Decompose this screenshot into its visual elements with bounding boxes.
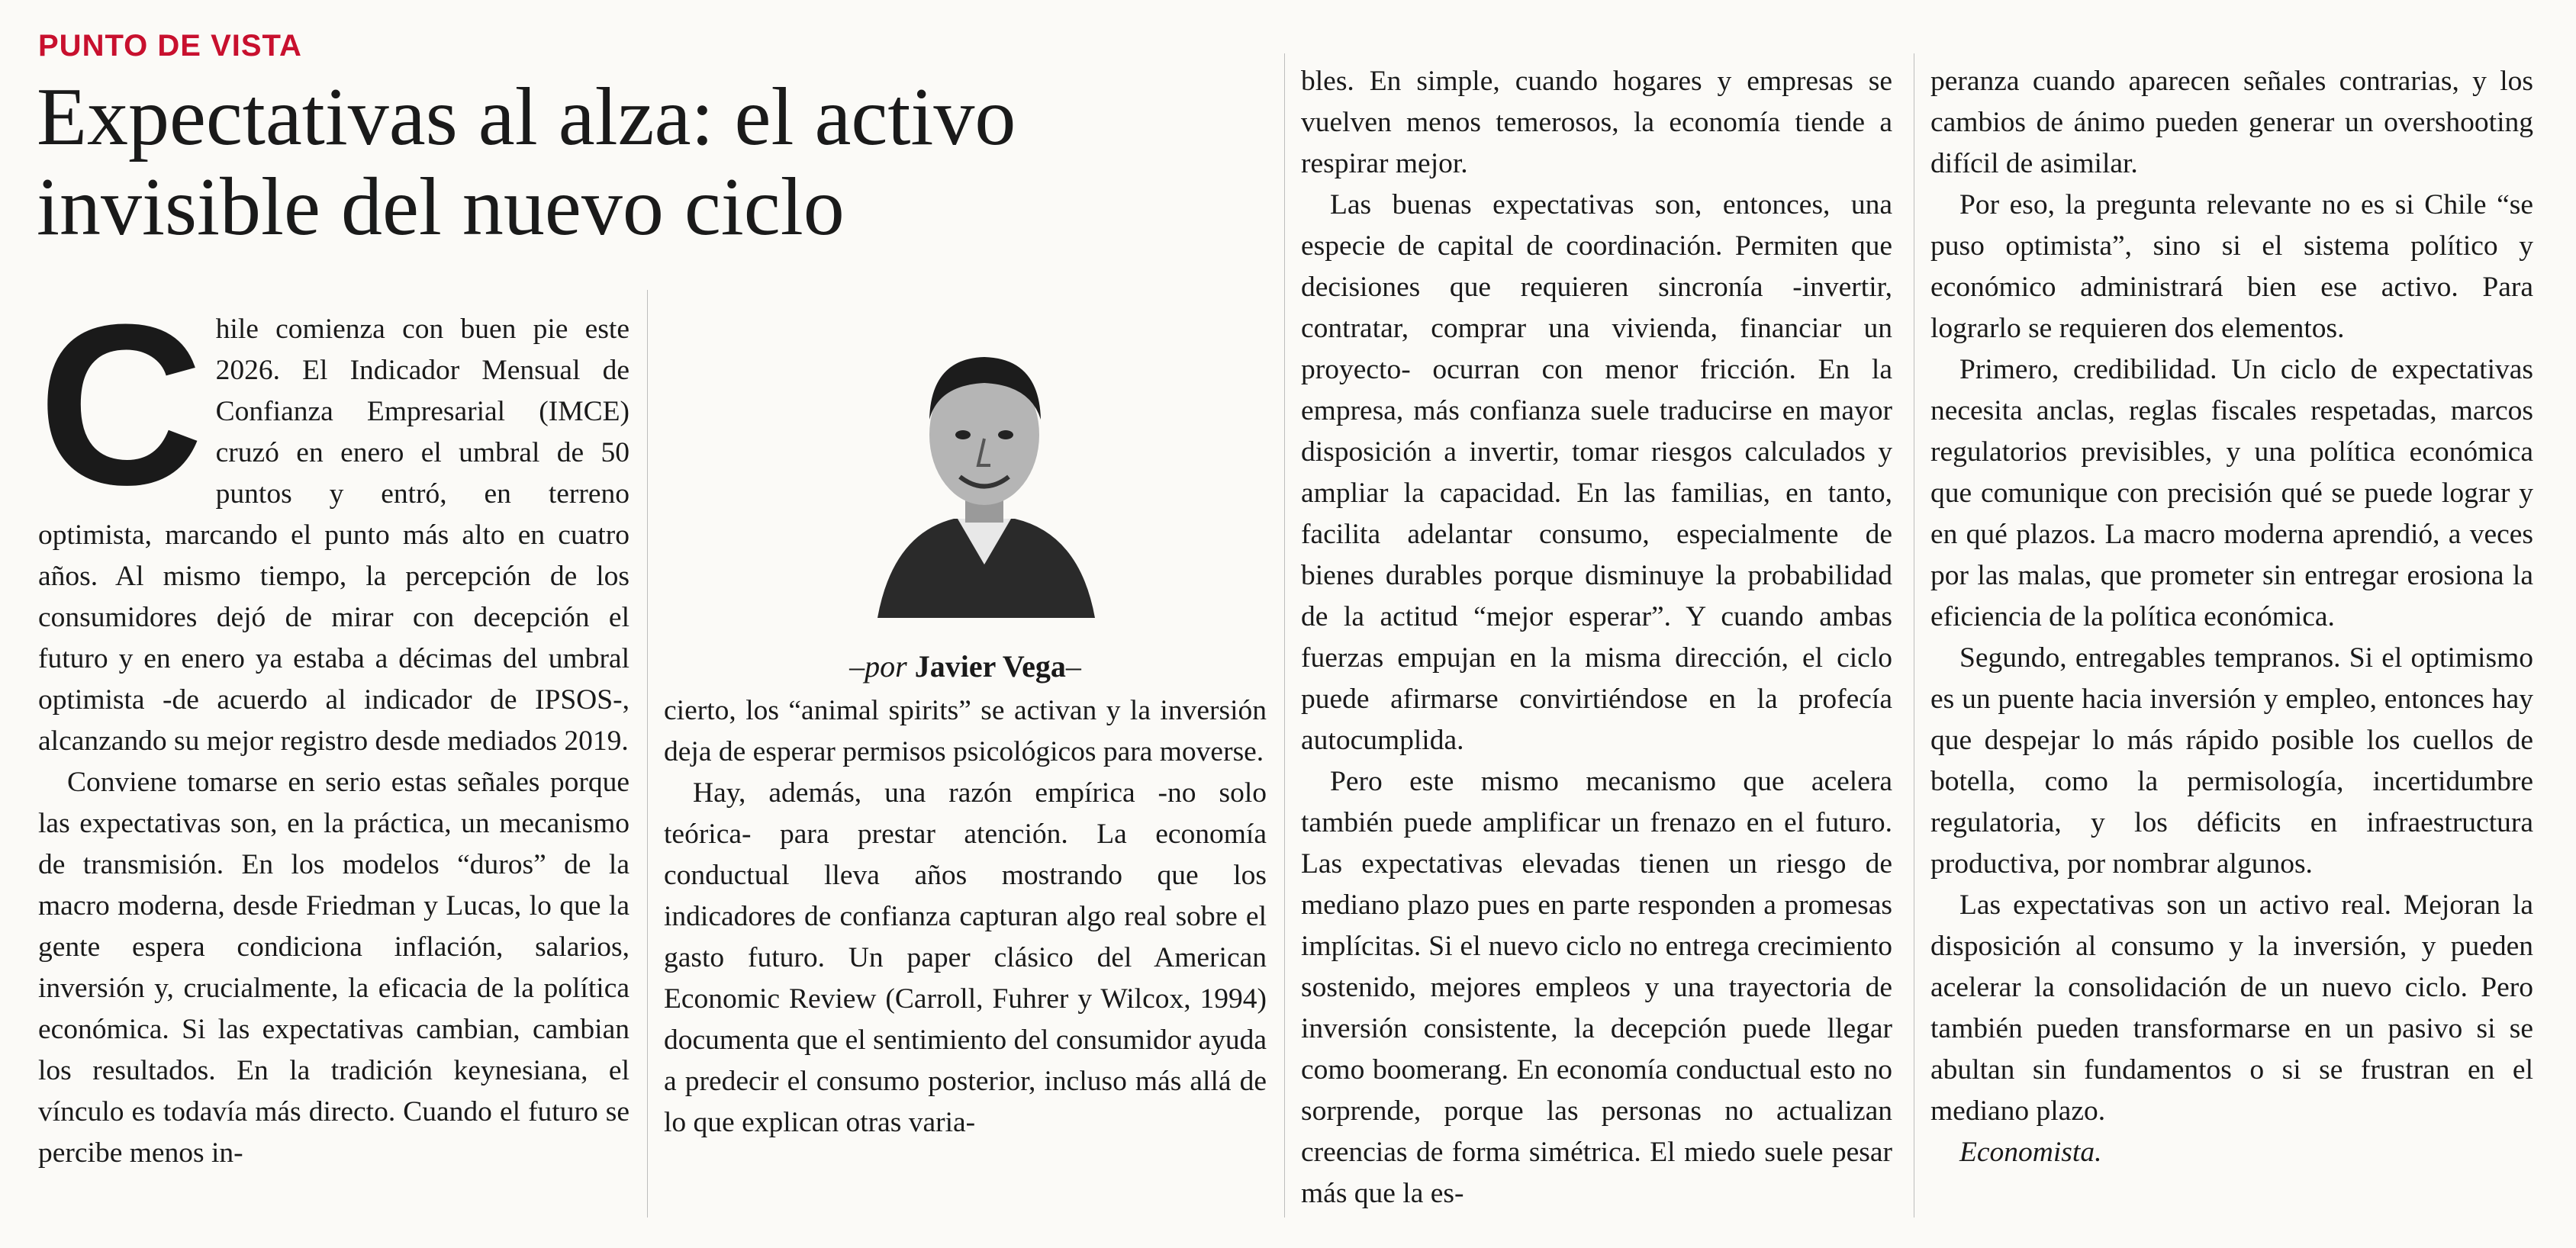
author-name: Javier Vega	[914, 649, 1066, 684]
paragraph: Pero este mismo mecanismo que acelera también puede amplificar un frenazo en el futuro. Las expectativas elevadas tienen un riesgo de mediano plazo pues en parte responden a promesas implícitas. Si el nuevo ciclo no entrega crecimiento sostenido, mejores empleos y una trayectoria de inversión consistente, la decepción puede llegar como boomerang. En economía conductual esto no sorprende, porque las personas no actualizan creencias de forma simétrica. El miedo suele pesar más que la es-	[1301, 766, 1892, 1209]
paragraph: bles. En simple, cuando hogares y empresas se vuelven menos temerosos, la economía tiende a respirar mejor.	[1301, 66, 1892, 179]
paragraph: Por eso, la pregunta relevante no es si Chile “se puso optimista”, sino si el sistema político y económico administrará bien ese activo. Para lograrlo se requieren dos elementos.	[1930, 189, 2533, 344]
paragraph: Conviene tomarse en serio estas señales porque las expectativas son, en la práctica, un mecanismo de transmisión. En los modelos “duros” de la macro moderna, desde Friedman y Lucas, lo que la gente espera condiciona inflación, salarios, inversión y, crucialmente, la eficacia de la política económica. Si las expectativas cambian, cambian los resultados. En la tradición keynesiana, el vínculo es todavía más directo. Cuando el futuro se percibe menos in-	[38, 767, 630, 1169]
author-signature: Economista.	[1959, 1137, 2102, 1168]
paragraph: Las buenas expectativas son, entonces, una especie de capital de coordinación. Permiten que decisiones que requieren sincronía -invertir, contratar, comprar una vivienda, financiar un proyecto- ocurran con menor fricción. En la empresa, más confianza suele traducirse en mayor disposición a invertir, tomar riesgos calculados y ampliar la capacidad. En las familias, en tanto, facilita adelantar consumo, especialmente de bienes durables porque disminuye la probabilidad de la actitud “mejor esperar”. Y cuando ambas fuerzas empujan en la misma dirección, el ciclo puede afirmarse convirtiéndose en la profecía autocumplida.	[1301, 189, 1892, 756]
section-label: PUNTO DE VISTA	[38, 29, 302, 63]
paragraph: Segundo, entregables tempranos. Si el optimismo es un puente hacia inversión y empleo, entonces hay que despejar lo más rápido posible los cuellos de botella, como la permisología, incertidumbre regulatoria, y los déficits en infraestructura productiva, por nombrar algunos.	[1930, 642, 2533, 880]
drop-cap: C	[38, 276, 204, 532]
article-column-1	[38, 276, 630, 1174]
headline: Expectativas al alza: el activo invisible del nuevo ciclo	[37, 72, 1016, 252]
article-column-3	[1301, 61, 1892, 1214]
article-column-4	[1930, 61, 2533, 1173]
byline: –por Javier Vega–	[849, 649, 1081, 684]
paragraph: Hay, además, una razón empírica -no solo teórica- para prestar atención. La economía conductual lleva años mostrando que los indicadores de confianza capturan algo real sobre el gasto futuro. Un paper clásico del American Economic Review (Carroll, Fuhrer y Wilcox, 1994) documenta que el sentimiento del consumidor ayuda a predecir el consumo posterior, incluso más allá de lo que explican otras varia-	[664, 777, 1267, 1138]
paragraph: Las expectativas son un activo real. Mejoran la disposición al consumo y la inversión, y pueden acelerar la consolidación de un nuevo ciclo. Pero también pueden transformarse en un pasivo si se abultan sin fundamentos o si se frustran en el mediano plazo.	[1930, 889, 2533, 1127]
paragraph: Primero, credibilidad. Un ciclo de expectativas necesita anclas, reglas fiscales respetadas, marcos regulatorios previsibles, y una política económica que comunique con precisión qué se puede lograr y en qué plazos. La macro moderna aprendió, a veces por las malas, que prometer sin entregar erosiona la eficiencia de la política económica.	[1930, 354, 2533, 632]
column-rule	[1284, 53, 1285, 1217]
paragraph: Chile comienza con buen pie este 2026. El Indicador Mensual de Confianza Empresarial (IMCE) cruzó en enero el umbral de 50 puntos y entró, en terreno optimista, marcando el punto más alto en cuatro años. Al mismo tiempo, la percepción de los consumidores dejó de mirar con decepción el futuro y en enero ya estaba a décimas del umbral optimista -de acuerdo al indicador de IPSOS-, alcanzando su mejor registro desde mediados 2019.	[38, 276, 630, 757]
paragraph: cierto, los “animal spirits” se activan y la inversión deja de esperar permisos psicológicos para moverse.	[664, 695, 1267, 767]
article-column-2	[664, 690, 1267, 1143]
column-rule	[647, 290, 648, 1217]
paragraph: peranza cuando aparecen señales contrarias, y los cambios de ánimo pueden generar un overshooting difícil de asimilar.	[1930, 66, 2533, 179]
author-portrait	[862, 313, 1106, 618]
